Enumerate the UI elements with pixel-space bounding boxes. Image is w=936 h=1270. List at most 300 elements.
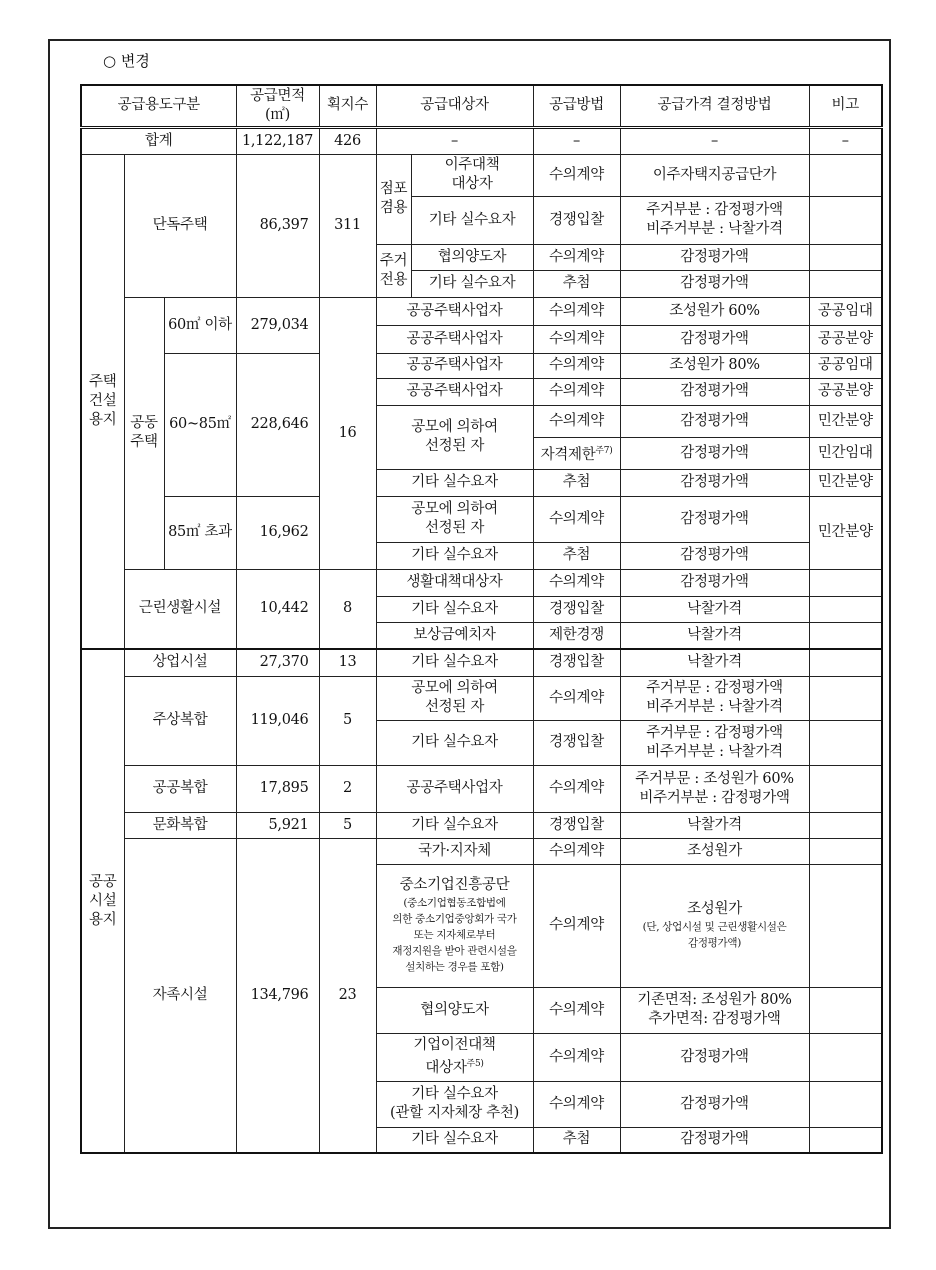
table-cell (236, 676, 319, 765)
table-cell (533, 1033, 620, 1081)
table-cell (533, 1127, 620, 1153)
cell-text: 수의계약 (549, 574, 604, 590)
cell-text: 감정평가액 (680, 275, 749, 291)
cell-text: 27,370 (259, 654, 309, 671)
cell-text: 경쟁입찰 (549, 816, 604, 833)
cell-text: 공급면적 (㎡) (250, 87, 305, 123)
table-cell (620, 569, 809, 596)
cell-text: – (573, 132, 580, 149)
table-cell (533, 325, 620, 353)
cell-text: 주상복합 (152, 712, 208, 728)
table-cell (376, 297, 533, 325)
cell-text: 문화복합 (152, 816, 208, 833)
table-cell (533, 838, 620, 864)
table-cell (236, 838, 319, 1153)
section-heading: ○ 변경 (103, 52, 150, 70)
footnote-ref: 주7) (595, 445, 613, 456)
table-cell (164, 496, 236, 569)
table-row (81, 649, 882, 676)
cell-text: 2 (343, 780, 352, 796)
table-cell (236, 569, 319, 649)
table-row (81, 676, 882, 720)
table-cell (376, 622, 533, 649)
table-cell (620, 437, 809, 469)
table-cell (620, 720, 809, 765)
cell-note: (중소기업협동조합법에 의한 중소기업중앙회가 국가 또는 지자체로부터 재정지원을 받아 관련시설을 설치하는 경우를 포함) (392, 897, 517, 973)
table-cell (236, 297, 319, 353)
table-cell (809, 720, 882, 765)
cell-text: 제한경쟁 (549, 626, 604, 643)
cell-text: 228,646 (250, 416, 309, 432)
table-cell (376, 405, 533, 469)
table-cell (376, 765, 533, 812)
cell-text: 기존면적: 조성원가 80% 추가면적: 감정평가액 (637, 992, 792, 1027)
cell-text: 수의계약 (549, 383, 604, 399)
table-cell (620, 765, 809, 812)
column-header (809, 85, 882, 127)
cell-text: 감정평가액 (680, 330, 749, 347)
cell-text: 기타 실수요자 (411, 816, 498, 833)
table-cell (376, 838, 533, 864)
table-cell (620, 596, 809, 622)
supply-table (80, 84, 883, 1154)
table-cell (620, 405, 809, 437)
table-cell (411, 270, 533, 297)
table-cell (533, 469, 620, 496)
table-cell (376, 496, 533, 542)
table-cell (319, 297, 376, 569)
table-cell (164, 297, 236, 353)
table-cell (620, 469, 809, 496)
cell-text: 경쟁입찰 (549, 734, 604, 750)
table-cell (809, 864, 882, 987)
cell-text: 5,921 (268, 816, 309, 833)
table-cell (620, 622, 809, 649)
table-cell (620, 864, 809, 987)
table-cell (236, 127, 319, 154)
cell-text: 낙찰가격 (687, 600, 742, 617)
table-cell (124, 154, 236, 297)
table-cell (620, 542, 809, 569)
table-cell (620, 325, 809, 353)
table-cell (124, 297, 164, 569)
cell-text: 13 (338, 654, 357, 671)
cell-text: 기타 실수요자 (428, 211, 516, 228)
table-cell (376, 353, 533, 378)
table-cell (809, 353, 882, 378)
table-cell (533, 622, 620, 649)
cell-text: 기타 실수요자 (관할 지자체장 추천) (390, 1086, 519, 1121)
table-cell (376, 720, 533, 765)
table-cell (809, 469, 882, 496)
cell-text: 기타 실수요자 (428, 275, 516, 291)
cell-text: 공공주택사업자 (406, 302, 503, 319)
cell-text: 민간분양 (817, 524, 873, 540)
table-cell (809, 1033, 882, 1081)
table-cell (376, 812, 533, 838)
table-cell (376, 649, 533, 676)
cell-text: 공급가격 결정방법 (657, 97, 772, 114)
table-cell (533, 720, 620, 765)
cell-text: 주거부문 : 감정평가액 비주거부분 : 낙찰가격 (646, 680, 783, 715)
cell-text: 공급대상자 (420, 97, 489, 114)
table-cell (124, 676, 236, 765)
cell-text: 85㎡ 초과 (168, 524, 232, 540)
table-cell (124, 812, 236, 838)
cell-text: 협의양도자 (420, 1001, 489, 1018)
table-cell (809, 1127, 882, 1153)
table-row (81, 765, 882, 812)
table-cell (319, 154, 376, 297)
table-cell (533, 542, 620, 569)
cell-text: 감정평가액 (680, 1048, 749, 1065)
table-cell (533, 154, 620, 196)
cell-text: 기타 실수요자 (411, 547, 498, 563)
column-header (376, 85, 533, 127)
table-cell (81, 649, 124, 1153)
cell-text: 16 (338, 424, 357, 441)
cell-text: 수의계약 (549, 330, 604, 347)
table-cell (319, 569, 376, 649)
table-cell (376, 127, 533, 154)
table-cell (809, 325, 882, 353)
cell-text: – (711, 132, 718, 149)
table-cell (809, 297, 882, 325)
cell-text: 60~85㎡ (169, 416, 231, 432)
table-cell (533, 405, 620, 437)
cell-text: 낙찰가격 (687, 816, 742, 833)
cell-text: 조성원가 (687, 842, 742, 859)
cell-text: 주거부문 : 조성원가 60% 비주거부분 : 감정평가액 (635, 770, 794, 806)
table-cell (533, 297, 620, 325)
table-cell (533, 864, 620, 987)
table-cell (319, 127, 376, 154)
table-cell (319, 649, 376, 676)
cell-text: 수의계약 (549, 917, 604, 933)
table-cell (376, 676, 533, 720)
cell-text: 공공주택사업자 (406, 780, 503, 796)
cell-text: 감정평가액 (680, 1131, 749, 1148)
cell-text: 16,962 (259, 524, 309, 540)
table-cell (809, 838, 882, 864)
table-cell (376, 864, 533, 987)
cell-text: 감정평가액 (680, 547, 749, 563)
table-cell (376, 569, 533, 596)
table-cell (376, 325, 533, 353)
table-cell (620, 270, 809, 297)
table-cell (620, 127, 809, 154)
cell-text: 기업이전대책 대상자 (413, 1037, 496, 1076)
table-cell (411, 154, 533, 196)
cell-text: 민간임대 (817, 444, 873, 461)
table-cell (620, 1033, 809, 1081)
cell-text: 1,122,187 (241, 132, 314, 149)
cell-text: 수의계약 (549, 780, 604, 796)
table-cell (236, 154, 319, 297)
table-cell (376, 378, 533, 405)
table-cell (411, 196, 533, 244)
cell-text: 추첨 (562, 1131, 591, 1148)
table-cell (533, 127, 620, 154)
table-cell (620, 378, 809, 405)
table-cell (533, 244, 620, 270)
table-cell (809, 649, 882, 676)
table-cell (533, 270, 620, 297)
table-row (81, 812, 882, 838)
table-cell (809, 127, 882, 154)
cell-text: 수의계약 (549, 1048, 604, 1065)
table-cell (533, 676, 620, 720)
table-cell (376, 469, 533, 496)
cell-text: – (451, 132, 458, 149)
cell-text: 5 (343, 712, 352, 728)
cell-text: 경쟁입찰 (549, 654, 604, 671)
table-cell (809, 196, 882, 244)
cell-text: 낙찰가격 (687, 654, 742, 671)
cell-text: 공급방법 (549, 97, 604, 114)
cell-text: 국가·지자체 (418, 842, 491, 859)
cell-text: 감정평가액 (680, 1095, 749, 1112)
cell-text: 조성원가 60% (669, 302, 760, 319)
table-cell (620, 1081, 809, 1127)
table-cell (809, 569, 882, 596)
cell-text: 감정평가액 (680, 383, 749, 399)
cell-text: 수의계약 (549, 1001, 604, 1018)
cell-text: 감정평가액 (680, 510, 749, 527)
table-cell (236, 496, 319, 569)
cell-text: 합계 (145, 132, 173, 149)
cell-text: 5 (343, 816, 352, 833)
cell-text: 상업시설 (152, 654, 208, 671)
cell-text: 공공주택사업자 (406, 330, 503, 347)
table-cell (533, 353, 620, 378)
table-cell (620, 244, 809, 270)
cell-text: 공모에 의하여 선정된 자 (411, 680, 498, 715)
table-cell (376, 1033, 533, 1081)
table-cell (809, 270, 882, 297)
cell-text: 민간분양 (817, 474, 873, 490)
cell-text: 기타 실수요자 (411, 654, 498, 671)
table-cell (809, 812, 882, 838)
table-cell (124, 649, 236, 676)
cell-text: 공공임대 (817, 357, 873, 373)
table-cell (81, 127, 236, 154)
cell-text: 공모에 의하여 선정된 자 (411, 419, 498, 454)
table-cell (533, 1081, 620, 1127)
cell-text: 공모에 의하여 선정된 자 (411, 501, 498, 536)
cell-text: 수의계약 (549, 1095, 604, 1112)
cell-text: 426 (334, 132, 361, 149)
cell-text: 공공 시설 용지 (89, 873, 117, 928)
table-cell (620, 649, 809, 676)
table-cell (533, 496, 620, 542)
cell-text: 감정평가액 (680, 574, 749, 590)
cell-text: 자격제한 (540, 446, 596, 463)
table-cell (376, 987, 533, 1033)
table-cell (809, 676, 882, 720)
table-cell (319, 676, 376, 765)
cell-text: 주거 전용 (379, 252, 408, 288)
table-cell (620, 987, 809, 1033)
cell-text: 획지수 (326, 97, 369, 114)
cell-text: 86,397 (259, 217, 309, 233)
cell-text: 10,442 (259, 600, 309, 617)
table-row (81, 297, 882, 325)
table-cell (124, 765, 236, 812)
cell-text: 주거부분 : 감정평가액 비주거부분 : 낙찰가격 (646, 202, 783, 237)
table-cell (620, 297, 809, 325)
table-cell (809, 987, 882, 1033)
cell-text: 기타 실수요자 (411, 734, 498, 750)
table-cell (809, 1081, 882, 1127)
table-cell (319, 838, 376, 1153)
table-cell (376, 244, 411, 297)
cell-text: 감정평가액 (680, 474, 749, 490)
table-cell (620, 676, 809, 720)
cell-text: 수의계약 (549, 302, 604, 319)
table-cell (620, 1127, 809, 1153)
table-cell (620, 154, 809, 196)
table-cell (620, 353, 809, 378)
cell-text: 보상금예치자 (413, 626, 496, 643)
table-cell (376, 596, 533, 622)
cell-text: 추첨 (562, 547, 591, 563)
cell-text: 공동 주택 (130, 415, 158, 450)
cell-text: 60㎡ 이하 (168, 316, 232, 333)
table-cell (533, 649, 620, 676)
cell-text: – (841, 132, 849, 149)
table-cell (411, 244, 533, 270)
table-cell (620, 496, 809, 542)
cell-text: 경쟁입찰 (549, 600, 604, 617)
table-cell (81, 154, 124, 649)
cell-text: 119,046 (250, 712, 309, 728)
cell-text: 낙찰가격 (687, 626, 742, 643)
header-row (81, 85, 882, 127)
cell-text: 주택 건설 용지 (89, 373, 117, 428)
table-cell (809, 622, 882, 649)
table-row (81, 154, 882, 196)
table-cell (809, 244, 882, 270)
table-cell (533, 987, 620, 1033)
table-row (81, 353, 882, 378)
cell-text: 134,796 (250, 986, 309, 1003)
cell-text: 수의계약 (549, 248, 604, 265)
table-cell (236, 649, 319, 676)
table-cell (620, 838, 809, 864)
cell-text: 이주자택지공급단가 (652, 166, 777, 183)
table-row (81, 569, 882, 596)
cell-text: 공급용도구분 (117, 97, 200, 114)
table-cell (533, 196, 620, 244)
cell-text: 23 (338, 986, 357, 1003)
cell-text: 279,034 (250, 316, 309, 333)
cell-text: 조성원가 (687, 901, 742, 917)
cell-text: 중소기업진흥공단 (399, 877, 510, 893)
cell-text: 민간분양 (817, 412, 873, 429)
table-cell (533, 596, 620, 622)
cell-text: 감정평가액 (680, 444, 749, 461)
table-cell (376, 542, 533, 569)
cell-text: 공공분양 (817, 330, 873, 347)
cell-text: 공공주택사업자 (406, 357, 503, 373)
cell-text: 주거부문 : 감정평가액 비주거부분 : 낙찰가격 (646, 724, 783, 760)
column-header (620, 85, 809, 127)
table-cell (319, 765, 376, 812)
cell-text: 기타 실수요자 (411, 1131, 498, 1148)
table-cell (809, 765, 882, 812)
table-cell (319, 812, 376, 838)
cell-text: 311 (334, 217, 361, 233)
cell-text: 추첨 (562, 275, 591, 291)
table-cell (533, 765, 620, 812)
column-header (319, 85, 376, 127)
cell-text: 수의계약 (549, 842, 604, 859)
table-cell (533, 437, 620, 469)
cell-text: 기타 실수요자 (411, 600, 498, 617)
cell-text: 8 (343, 600, 352, 617)
table-cell (533, 378, 620, 405)
cell-text: 점포 겸용 (379, 181, 408, 216)
total-row (81, 127, 882, 154)
column-header (533, 85, 620, 127)
cell-text: 공공임대 (817, 302, 873, 319)
column-header (236, 85, 319, 127)
cell-text: 비고 (831, 97, 859, 114)
cell-text: 추첨 (562, 474, 591, 490)
table-cell (236, 812, 319, 838)
table-cell (376, 1081, 533, 1127)
column-header (81, 85, 236, 127)
cell-text: 자족시설 (152, 986, 208, 1003)
table-cell (236, 353, 319, 496)
cell-text: 근린생활시설 (138, 600, 222, 617)
table-cell (533, 812, 620, 838)
cell-text: 생활대책대상자 (406, 574, 503, 590)
table-cell (164, 353, 236, 496)
table-cell (620, 196, 809, 244)
cell-text: 수의계약 (549, 689, 604, 706)
table-cell (376, 154, 411, 244)
cell-text: 수의계약 (549, 510, 604, 527)
table-cell (809, 596, 882, 622)
cell-text: 공공복합 (152, 780, 208, 796)
cell-text: 수의계약 (549, 412, 604, 429)
table-cell (124, 838, 236, 1153)
cell-text: 공공분양 (817, 383, 873, 399)
cell-text: 수의계약 (549, 357, 604, 373)
table-cell (809, 154, 882, 196)
cell-text: 17,895 (259, 780, 309, 796)
table-cell (809, 437, 882, 469)
table-cell (620, 812, 809, 838)
cell-text: 수의계약 (549, 166, 604, 183)
table-cell (533, 569, 620, 596)
table-cell (376, 1127, 533, 1153)
footnote-ref: 주5) (466, 1059, 484, 1070)
cell-text: 감정평가액 (680, 248, 749, 265)
cell-text: 공공주택사업자 (406, 383, 503, 399)
cell-text: 협의양도자 (437, 248, 507, 265)
cell-text: 경쟁입찰 (549, 211, 604, 228)
table-row (81, 496, 882, 542)
cell-text: 조성원가 80% (669, 357, 760, 373)
cell-text: 단독주택 (152, 217, 208, 233)
cell-text: 기타 실수요자 (411, 474, 498, 490)
cell-text: 감정평가액 (680, 412, 749, 429)
table-cell (236, 765, 319, 812)
cell-text: 이주대책 대상자 (444, 157, 500, 192)
